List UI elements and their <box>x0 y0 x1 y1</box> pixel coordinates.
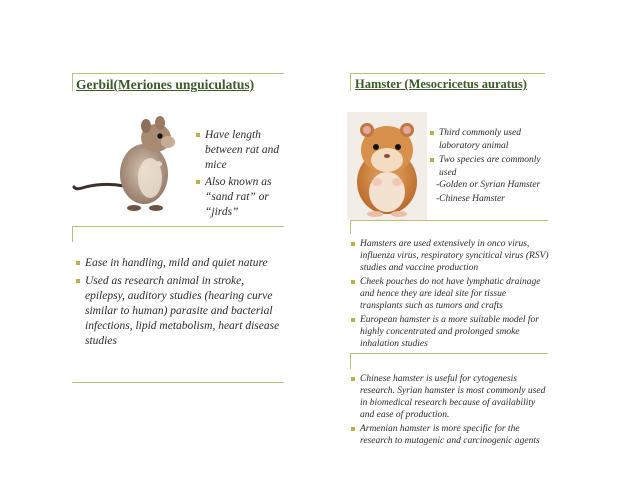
gerbil-title-rule <box>72 73 284 74</box>
gerbil-photo <box>72 112 190 217</box>
list-item <box>76 256 286 271</box>
hamster-divider-2-bar <box>350 353 351 369</box>
gerbil-photo-bullets <box>196 128 288 220</box>
gerbil-divider-1 <box>72 226 284 227</box>
bullet-text: Cheek pouches do not have lymphatic drainage and hence they are ideal site for tissue transplants such as tumors and crafts <box>360 277 541 311</box>
hamster-species-golden: -Golden or Syrian Hamster <box>436 180 541 190</box>
hamster-title: Hamster (Mesocricetus auratus) <box>355 77 527 91</box>
list-item <box>351 373 551 421</box>
list-item <box>430 127 550 152</box>
bullet-text: Hamsters are used extensively in onco virus, influenza virus, respiratory syncitical virus (RSV) studies and vaccine production <box>360 239 549 273</box>
bullet-text: European hamster is a more suitable model for highly concentrated and prolonged smoke inhalation studies <box>360 315 539 349</box>
hamster-photo <box>347 112 427 220</box>
bullet-text: Third commonly used laboratory animal <box>439 128 521 151</box>
list-item <box>351 314 551 350</box>
bullet-text: Used as research animal in stroke, epilepsy, auditory studies (hearing curve similar to human) parasite and bacterial infections, lipid metabolism, heart disease studies <box>85 275 280 347</box>
gerbil-title: Gerbil(Meriones unguiculatus) <box>76 77 255 92</box>
bullet-text: Two species are commonly used <box>439 155 541 178</box>
list-item <box>430 154 550 179</box>
list-item <box>196 128 288 173</box>
hamster-photo-bullets <box>430 127 550 179</box>
list-item <box>351 423 551 447</box>
bullet-text: Ease in handling, mild and quiet nature <box>85 257 268 269</box>
hamster-bullets-1 <box>351 238 551 350</box>
hamster-divider-1 <box>350 220 548 221</box>
hamster-title-rule <box>350 73 545 74</box>
list-item <box>76 274 286 349</box>
list-item <box>196 175 288 220</box>
hamster-divider-2 <box>350 353 548 354</box>
hamster-bullets-2 <box>351 373 551 447</box>
hamster-title-bar <box>350 73 351 91</box>
bullet-text: Have length between rat and mice <box>205 129 280 171</box>
gerbil-bullets <box>76 256 286 349</box>
gerbil-divider-1-bar <box>72 226 73 242</box>
hamster-species-chinese: -Chinese Hamster <box>436 194 505 204</box>
list-item <box>351 276 551 312</box>
gerbil-title-bar <box>72 73 73 91</box>
gerbil-footer-rule <box>72 382 284 383</box>
bullet-text: Chinese hamster is useful for cytogenesis research. Syrian hamster is most commonly used in biomedical research because of availability and ease of production. <box>360 374 546 420</box>
bullet-text: Also known as “sand rat” or “jirds” <box>205 176 272 218</box>
bullet-text: Armenian hamster is more specific for the research to mutagenic and carcinogenic agents <box>360 424 540 446</box>
hamster-divider-1-bar <box>350 220 351 234</box>
list-item <box>351 238 551 274</box>
